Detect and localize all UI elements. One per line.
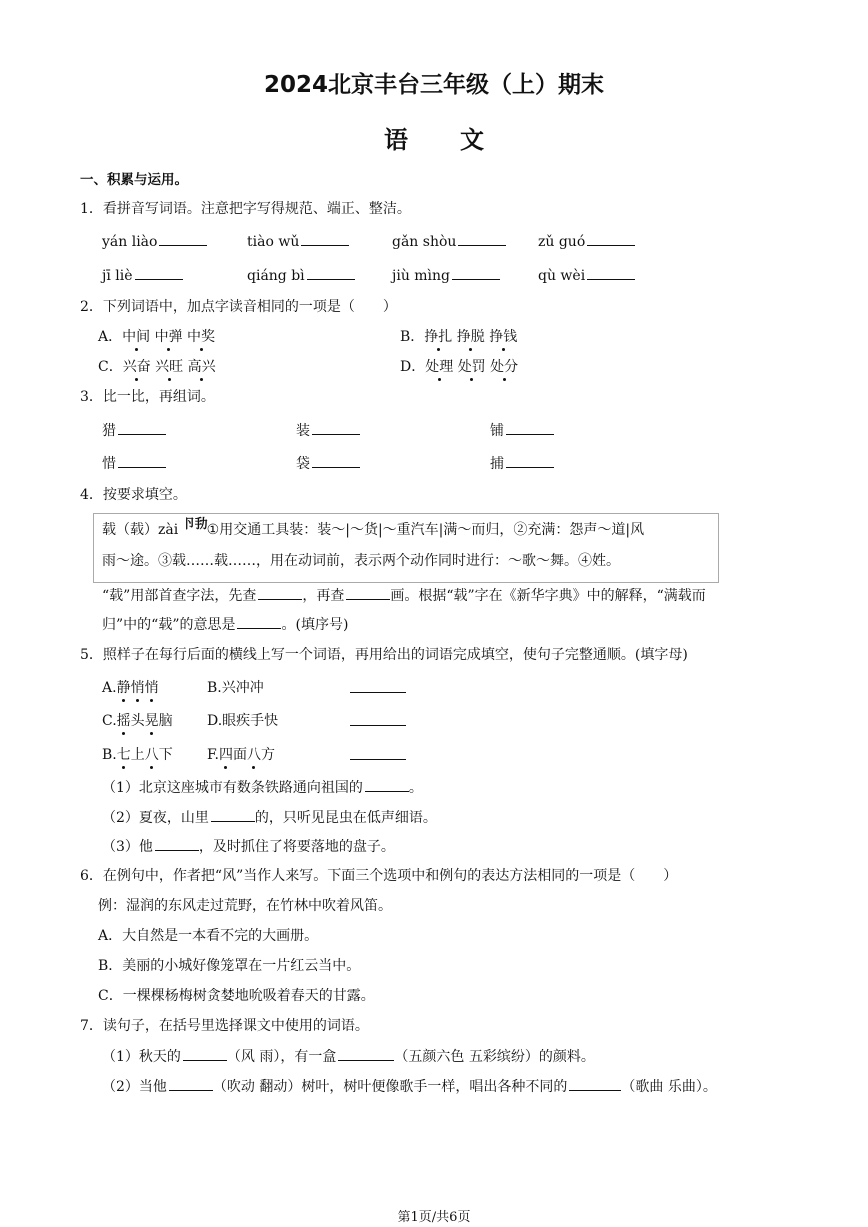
answer-blank[interactable] — [258, 585, 302, 600]
q5-sentence-2: （2）夏夜，山里 的，只听见昆虫在低声细语。 — [102, 807, 437, 828]
q5-word-b: B.兴冲冲 — [207, 680, 264, 696]
section-heading: 一、积累与运用。 — [80, 172, 188, 188]
q6-example: 例：湿润的东风走过荒野，在竹林中吹着风笛。 — [98, 898, 392, 914]
q7-stem: 7．读句子，在括号里选择课文中使用的词语。 — [80, 1018, 369, 1034]
q5-row-blank — [348, 745, 406, 766]
answer-blank[interactable] — [569, 1076, 621, 1091]
answer-blank[interactable] — [506, 420, 554, 435]
q5-word-e: B.七上八下 — [102, 747, 173, 763]
q5-word-a: A.静悄悄 — [102, 680, 159, 696]
q1-item: zǔ guó — [538, 231, 635, 252]
q6-option-b[interactable]: B．美丽的小城好像笼罩在一片红云当中。 — [98, 958, 361, 974]
q5-sentence-1: （1）北京这座城市有数条铁路通向祖国的 。 — [102, 777, 423, 798]
answer-blank[interactable] — [159, 231, 207, 246]
radical-stamp: 卪劧 — [182, 517, 207, 532]
answer-blank[interactable] — [350, 678, 406, 693]
q4-question-line-1: “载”用部首查字法，先查 ，再查 画。根据“载”字在《新华字典》中的解释，“满载而 — [102, 585, 706, 606]
answer-blank[interactable] — [135, 265, 183, 280]
answer-blank[interactable] — [118, 453, 166, 468]
q3-item: 捕 — [490, 453, 554, 474]
answer-blank[interactable] — [587, 265, 635, 280]
answer-blank[interactable] — [350, 711, 406, 726]
answer-blank[interactable] — [338, 1046, 394, 1061]
q1-item: qiáng bì — [247, 265, 355, 286]
q3-item: 猎 — [102, 420, 166, 441]
q7-sentence-2: （2）当他 （吹动 翻动）树叶，树叶便像歌手一样，唱出各种不同的 （歌曲 乐曲）。 — [102, 1076, 717, 1097]
page-footer: 第1页/共6页 — [397, 1210, 471, 1225]
q5-row-blank — [348, 678, 406, 699]
dictionary-entry-line-2: 雨～途。③载……载……，用在动词前，表示两个动作同时进行：～歌～舞。④姓。 — [102, 553, 620, 569]
answer-blank[interactable] — [452, 265, 500, 280]
subject-title — [0, 120, 868, 155]
q1-item: yán liào — [102, 231, 207, 252]
answer-blank[interactable] — [458, 231, 506, 246]
q2-option-d[interactable]: D．处理 处罚 处分 — [400, 359, 519, 375]
q3-stem: 3．比一比，再组词。 — [80, 389, 215, 405]
q1-item: jī liè — [102, 265, 183, 286]
q5-row-blank — [348, 711, 406, 732]
q1-item: jiù mìng — [392, 265, 500, 286]
q3-item: 惜 — [102, 453, 166, 474]
q3-item: 铺 — [490, 420, 554, 441]
answer-blank[interactable] — [118, 420, 166, 435]
answer-blank[interactable] — [169, 1076, 213, 1091]
q3-item: 装 — [296, 420, 360, 441]
q1-item: gǎn shòu — [392, 231, 506, 252]
q5-word-c: C.摇头晃脑 — [102, 713, 173, 729]
q4-stem: 4．按要求填空。 — [80, 487, 187, 503]
subject-char-1: 语 — [384, 126, 408, 154]
q2-option-b[interactable]: B．挣扎 挣脱 挣钱 — [400, 329, 518, 345]
answer-blank[interactable] — [155, 836, 199, 851]
q1-stem: 1．看拼音写词语。注意把字写得规范、端正、整洁。 — [80, 201, 411, 217]
q6-option-c[interactable]: C．一棵棵杨梅树贪婪地吮吸着春天的甘露。 — [98, 988, 375, 1004]
q5-word-f: F.四面八方 — [207, 747, 275, 763]
q5-word-d: D.眼疾手快 — [207, 713, 279, 729]
q2-option-c[interactable]: C．兴奋 兴旺 高兴 — [98, 359, 216, 375]
dictionary-entry-line-1: 载（载）zài 卪劧①用交通工具装：装～|～货|～重汽车|满～而归，②充满：怨声～道|风 — [102, 517, 645, 538]
q3-item: 袋 — [296, 453, 360, 474]
answer-blank[interactable] — [350, 745, 406, 760]
exam-title: 2024北京丰台三年级（上）期末 — [263, 72, 604, 98]
answer-blank[interactable] — [346, 585, 390, 600]
q1-item: qù wèi — [538, 265, 635, 286]
answer-blank[interactable] — [506, 453, 554, 468]
answer-blank[interactable] — [301, 231, 349, 246]
subject-char-2: 文 — [460, 126, 484, 154]
answer-blank[interactable] — [587, 231, 635, 246]
q5-stem: 5．照样子在每行后面的横线上写一个词语，再用给出的词语完成填空，使句子完整通顺。(填字母) — [80, 647, 688, 663]
answer-blank[interactable] — [312, 420, 360, 435]
q7-sentence-1: （1）秋天的 （风 雨），有一盒 （五颜六色 五彩缤纷）的颜料。 — [102, 1046, 595, 1067]
q6-stem: 6．在例句中，作者把“风”当作人来写。下面三个选项中和例句的表达方法相同的一项是（ ） — [80, 868, 678, 884]
q2-option-a[interactable]: A．中间 中弹 中奖 — [98, 329, 216, 345]
answer-blank[interactable] — [365, 777, 409, 792]
q4-question-line-2: 归”中的“载”的意思是 。(填序号) — [102, 614, 348, 635]
answer-blank[interactable] — [237, 614, 281, 629]
q2-stem: 2．下列词语中，加点字读音相同的一项是（ ） — [80, 299, 397, 315]
q5-sentence-3: （3）他 ，及时抓住了将要落地的盘子。 — [102, 836, 395, 857]
q1-item: tiào wǔ — [247, 231, 349, 252]
answer-blank[interactable] — [211, 807, 255, 822]
q6-option-a[interactable]: A．大自然是一本看不完的大画册。 — [98, 928, 319, 944]
answer-blank[interactable] — [183, 1046, 227, 1061]
answer-blank[interactable] — [312, 453, 360, 468]
answer-blank[interactable] — [307, 265, 355, 280]
